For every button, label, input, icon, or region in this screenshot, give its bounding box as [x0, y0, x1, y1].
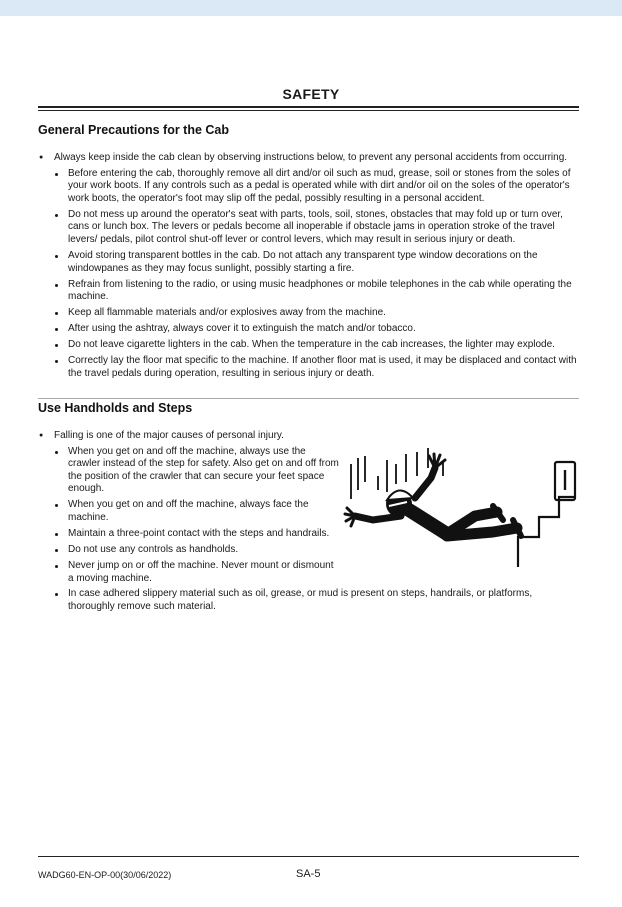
- section-heading-cab: General Precautions for the Cab: [38, 123, 230, 137]
- list-item: ● Falling is one of the major causes of personal injury.: [38, 430, 579, 443]
- list-item: Keep all flammable materials and/or explosives away from the machine.: [38, 307, 579, 320]
- title-rule-bottom: [38, 110, 579, 111]
- cab-precautions-list: [38, 152, 579, 384]
- list-item: When you get on and off the machine, always face the machine.: [38, 499, 340, 524]
- page-number: SA-5: [296, 868, 321, 880]
- list-item: Do not use any controls as handholds.: [38, 544, 340, 557]
- document-code: WADG60-EN-OP-00(30/06/2022): [38, 870, 172, 880]
- list-item: Correctly lay the floor mat specific to the machine. If another floor mat is used, it may be displaced and contact with the travel pedals during operation, resulting in serious injury or death.: [38, 355, 579, 380]
- list-item: Do not mess up around the operator's seat with parts, tools, soil, stones, obstacles that may fold up or turn over, cans or lunch box. The levers or pedals become all inoperable if obstacle jams in operation stroke of the travel levers/ pedals, pilot control shut-off lever or control levers, which may result in serious injury or death.: [38, 209, 579, 247]
- list-item: When you get on and off the machine, always use the crawler instead of the step for safety. Also get on and off from the position of the crawler that can secure your feet space enough.: [38, 446, 340, 496]
- footer-rule: [38, 856, 579, 857]
- list-item: Refrain from listening to the radio, or using music headphones or mobile telephones in the cab while operating the machine.: [38, 279, 579, 304]
- list-item: Before entering the cab, thoroughly remove all dirt and/or oil such as mud, grease, soil or stones from the soles of your work boots. If any controls such as a pedal is operated while with dirt and/or oil on the soles of the operator's work boots, the operator's foot may slip off the pedal, possibly resulting in a personal accident.: [38, 168, 579, 206]
- list-item: Never jump on or off the machine. Never mount or dismount a moving machine.: [38, 560, 340, 585]
- list-item: Do not leave cigarette lighters in the cab. When the temperature in the cab increases, the lighter may explode.: [38, 339, 579, 352]
- section-heading-handholds: Use Handholds and Steps: [38, 401, 193, 415]
- page-title: SAFETY: [282, 86, 340, 102]
- list-item: After using the ashtray, always cover it to extinguish the match and/or tobacco.: [38, 323, 579, 336]
- top-bar: [0, 0, 622, 16]
- list-item: Maintain a three-point contact with the steps and handrails.: [38, 528, 340, 541]
- list-item: In case adhered slippery material such as oil, grease, or mud is present on steps, handrails, or platforms, thoroughly remove such material.: [38, 588, 579, 613]
- title-rule-top: [38, 106, 579, 108]
- list-item: ● Always keep inside the cab clean by observing instructions below, to prevent any personal accidents from occurring.: [38, 152, 579, 165]
- list-item: Avoid storing transparent bottles in the cab. Do not attach any transparent type window decorations on the windowpanes as they may focus sunlight, possibly starting a fire.: [38, 250, 579, 275]
- section-divider: [38, 398, 579, 399]
- falling-person-icon: [343, 446, 579, 570]
